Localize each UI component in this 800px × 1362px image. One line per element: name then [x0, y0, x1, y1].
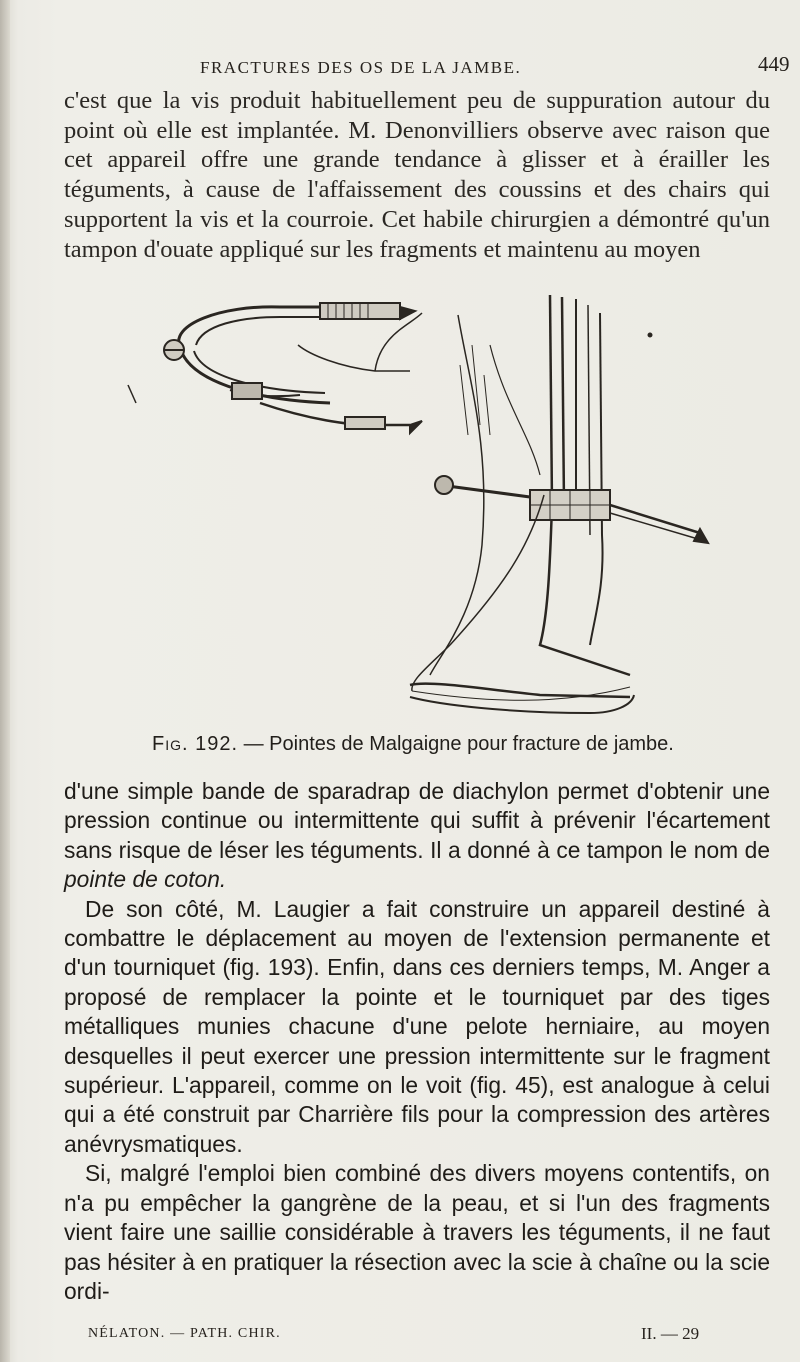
figure-caption-text: — Pointes de Malgaigne pour fracture de jambe. — [243, 733, 674, 755]
paragraph-1 — [64, 777, 770, 895]
text-block-top — [64, 86, 770, 264]
figure-caption — [152, 733, 674, 756]
running-header: FRACTURES DES OS DE LA JAMBE. — [200, 58, 522, 77]
footer-author: NÉLATON. — PATH. CHIR. — [88, 1326, 281, 1341]
page-number: 449 — [758, 52, 790, 76]
text-block-body — [64, 777, 770, 1306]
paragraph-top: c'est que la vis produit habituellement peu de suppuration autour du point où elle est implantée. M. Denonvilliers observe avec raison que cet appareil offre une grande tendance à glisser et à érailler les téguments, à cause de l'affaissement des coussins et des chairs qui supportent la vis et la courroie. Cet habile chirurgien a démontré qu'un tampon d'ouate appliqué sur les fragments et maintenu au moyen — [64, 87, 770, 263]
figure-malgaigne-points — [110, 285, 710, 725]
page-footer — [88, 1326, 728, 1342]
footer-signature: II. — 29 — [641, 1324, 700, 1343]
paragraph-1-text: d'une simple bande de sparadrap de diachylon permet d'obtenir une pression continue ou intermittente qui suffit à prévenir l'écartement sans risque de léser les téguments. Il a donné à ce tampon le nom de — [64, 778, 770, 863]
figure-label: Fig. 192. — [152, 733, 239, 755]
page-spine-shadow — [0, 0, 10, 1362]
leg-splint-illustration — [410, 295, 708, 713]
paragraph-1-italic: pointe de coton. — [64, 866, 227, 893]
paragraph-3: Si, malgré l'emploi bien combiné des divers moyens contentifs, on n'a pu empêcher la gangrène de la peau, et si l'un des fragments vient faire une saillie considérable à travers les téguments, il ne faut pas hésiter à en pratiquer la résection avec la scie à chaîne ou la scie ordi- — [64, 1160, 770, 1304]
clamp-illustration — [128, 303, 422, 433]
paragraph-2: De son côté, M. Laugier a fait construire un appareil destiné à combattre le déplacement au moyen de l'extension permanente et d'un tourniquet (fig. 193). Enfin, dans ces derniers temps, M. Anger a proposé de remplacer la pointe et le tourniquet par des tiges métalliques munies chacune d'une pelote herniaire, au moyen desquelles il peut exercer une pression intermittente sur le fragment supérieur. L'appareil, comme on le voit (fig. 45), est analogue à celui qui a été construit par Charrière fils pour la compression des artères anévrysmatiques. — [64, 895, 770, 1157]
